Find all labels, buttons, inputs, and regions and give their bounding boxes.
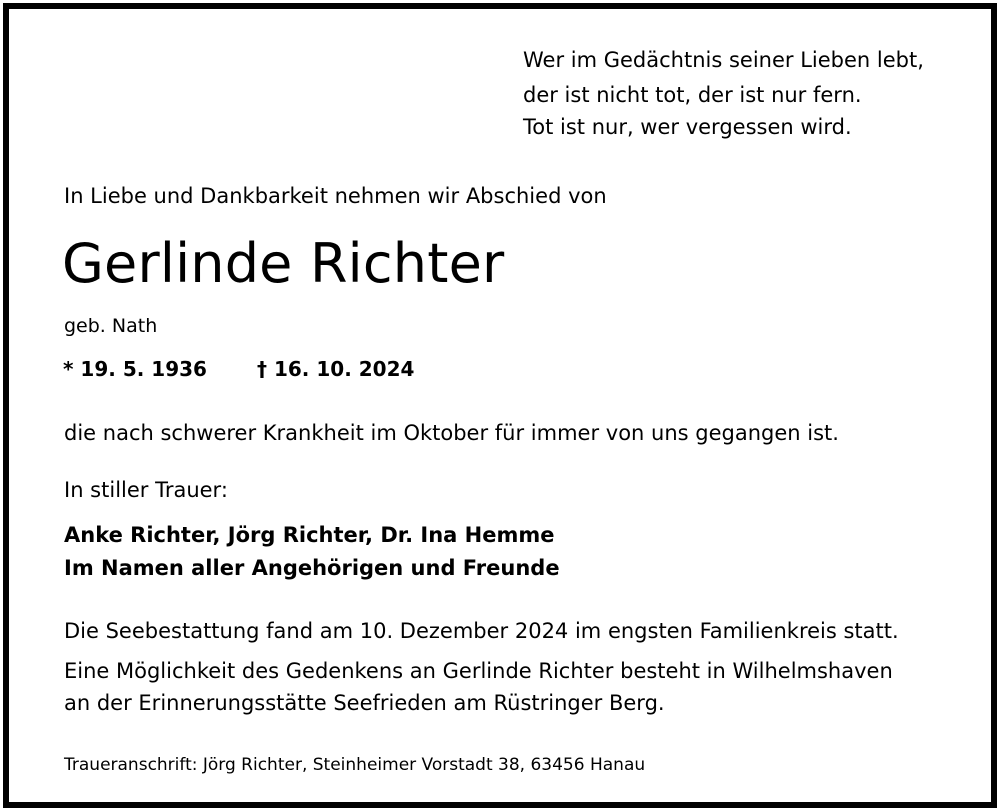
deceased-name: Gerlinde Richter [62, 232, 505, 295]
mourners-line-2: Im Namen aller Angehörigen und Freunde [64, 556, 560, 580]
burial-text: Die Seebestattung fand am 10. Dezember 2024 im engsten Familienkreis statt. [64, 619, 899, 643]
death-date: † 16. 10. 2024 [257, 357, 415, 381]
poem-line-3: Tot ist nur, wer vergessen wird. [523, 115, 852, 139]
mourning-address: Traueranschrift: Jörg Richter, Steinheimer Vorstadt 38, 63456 Hanau [64, 755, 646, 775]
mourning-label: In stiller Trauer: [64, 478, 228, 502]
memorial-line-1: Eine Möglichkeit des Gedenkens an Gerlinde Richter besteht in Wilhelmshaven [64, 659, 893, 683]
maiden-name: geb. Nath [64, 315, 158, 337]
poem-line-1: Wer im Gedächtnis seiner Lieben lebt, [523, 48, 924, 72]
passing-text: die nach schwerer Krankheit im Oktober für immer von uns gegangen ist. [64, 421, 839, 445]
intro-text: In Liebe und Dankbarkeit nehmen wir Abschied von [64, 184, 607, 208]
mourners-line-1: Anke Richter, Jörg Richter, Dr. Ina Hemme [64, 523, 555, 547]
poem-line-2: der ist nicht tot, der ist nur fern. [523, 83, 862, 107]
memorial-line-2: an der Erinnerungsstätte Seefrieden am Rüstringer Berg. [64, 691, 665, 715]
birth-date: * 19. 5. 1936 [63, 357, 207, 381]
